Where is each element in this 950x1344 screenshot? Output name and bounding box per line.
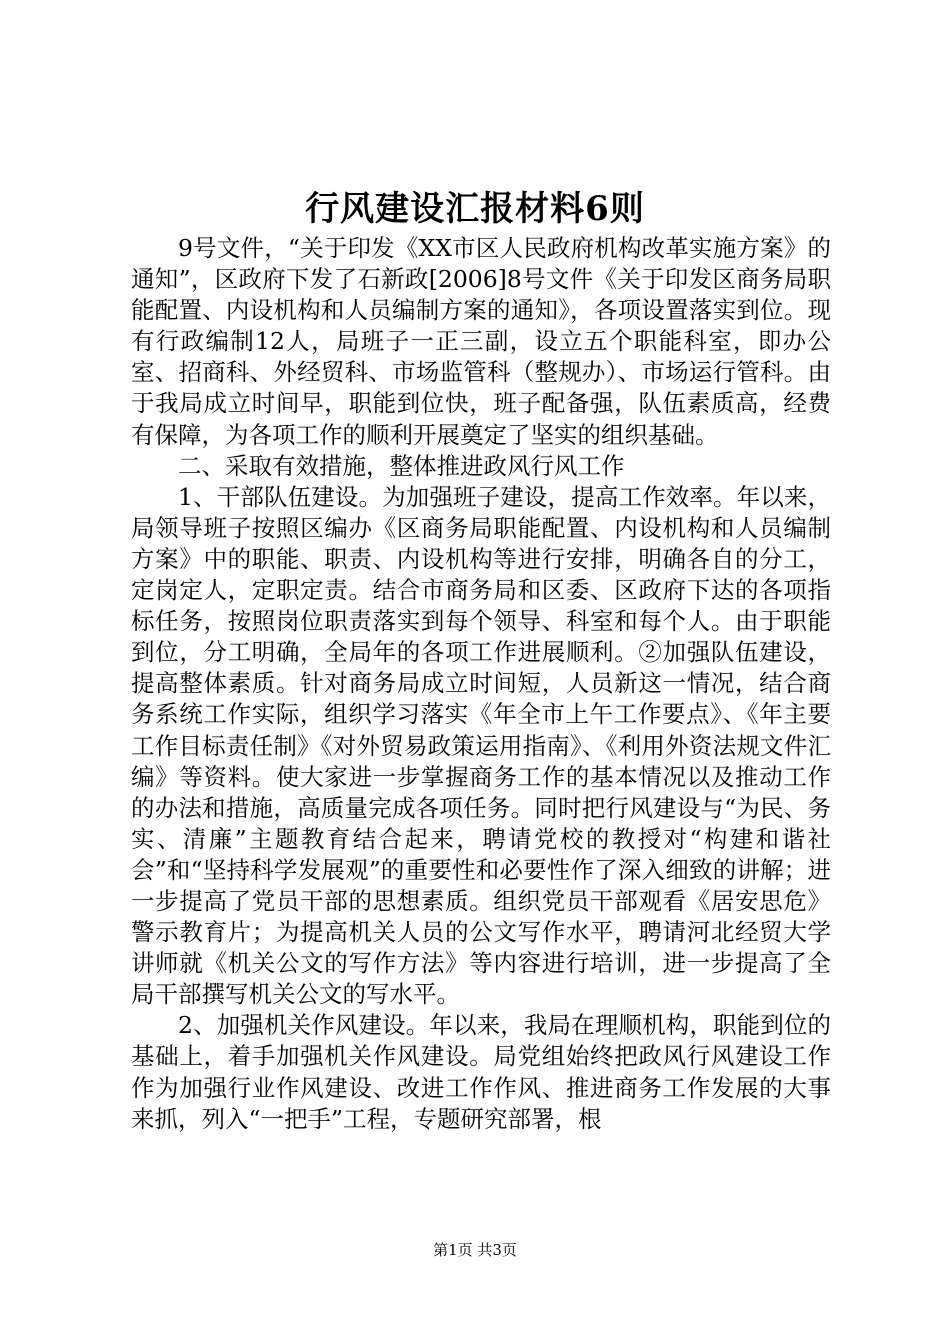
section-heading-2: 二、采取有效措施，整体推进政风行风工作 [178, 451, 625, 480]
paragraph-1: 9号文件，“关于印发《XX市区人民政府机构改革实施方案》的通知”，区政府下发了石新政[2006]8号文件《关于印发区商务局职能配置、内设机构和人员编制方案的通知》，各项设置落实到位。现有行政编制12人，局班子一正三副，设立五个职能科室，即办公室、招商科、外经贸科、市场监管科（整规办）、市场运行管科。由于我局成立时间早，职能到位快，班子配备强，队伍素质高，经费有保障，为各项工作的顺利开展奠定了坚实的组织基础。 [131, 234, 831, 449]
document-body [131, 233, 831, 1135]
page-footer: 第1页 共3页 [433, 1241, 517, 1259]
document-title: 行风建设汇报材料6则 [305, 189, 645, 229]
paragraph-cadre-team: 1、干部队伍建设。为加强班子建设，提高工作效率。年以来，局领导班子按照区编办《区商务局职能配置、内设机构和人员编制方案》中的职能、职责、内设机构等进行安排，明确各自的分工，定岗定人，定职定责。结合市商务局和区委、区政府下达的各项指标任务，按照岗位职责落实到每个领导、科室和每个人。由于职能到位，分工明确，全局年的各项工作进展顺利。②加强队伍建设，提高整体素质。针对商务局成立时间短，人员新这一情况，结合商务系统工作实际，组织学习落实《年全市上午工作要点》、《年主要工作目标责任制》《对外贸易政策运用指南》、《利用外资法规文件汇编》等资料。使大家进一步掌握商务工作的基本情况以及推动工作的办法和措施，高质量完成各项任务。同时把行风建设与“为民、务实、清廉”主题教育结合起来，聘请党校的教授对“构建和谐社会”和“坚持科学发展观”的重要性和必要性作了深入细致的讲解；进一步提高了党员干部的思想素质。组织党员干部观看《居安思危》警示教育片；为提高机关人员的公文写作水平，聘请河北经贸大学讲师就《机关公文的写作方法》等内容进行培训，进一步提高了全局干部撰写机关公文的写水平。 [131, 482, 831, 1009]
paragraph-office-style: 2、加强机关作风建设。年以来，我局在理顺机构，职能到位的基础上，着手加强机关作风建设。局党组始终把政风行风建设工作作为加强行业作风建设、改进工作作风、推进商务工作发展的大事来抓，列入“一把手”工程，专题研究部署，根 [131, 1011, 831, 1133]
